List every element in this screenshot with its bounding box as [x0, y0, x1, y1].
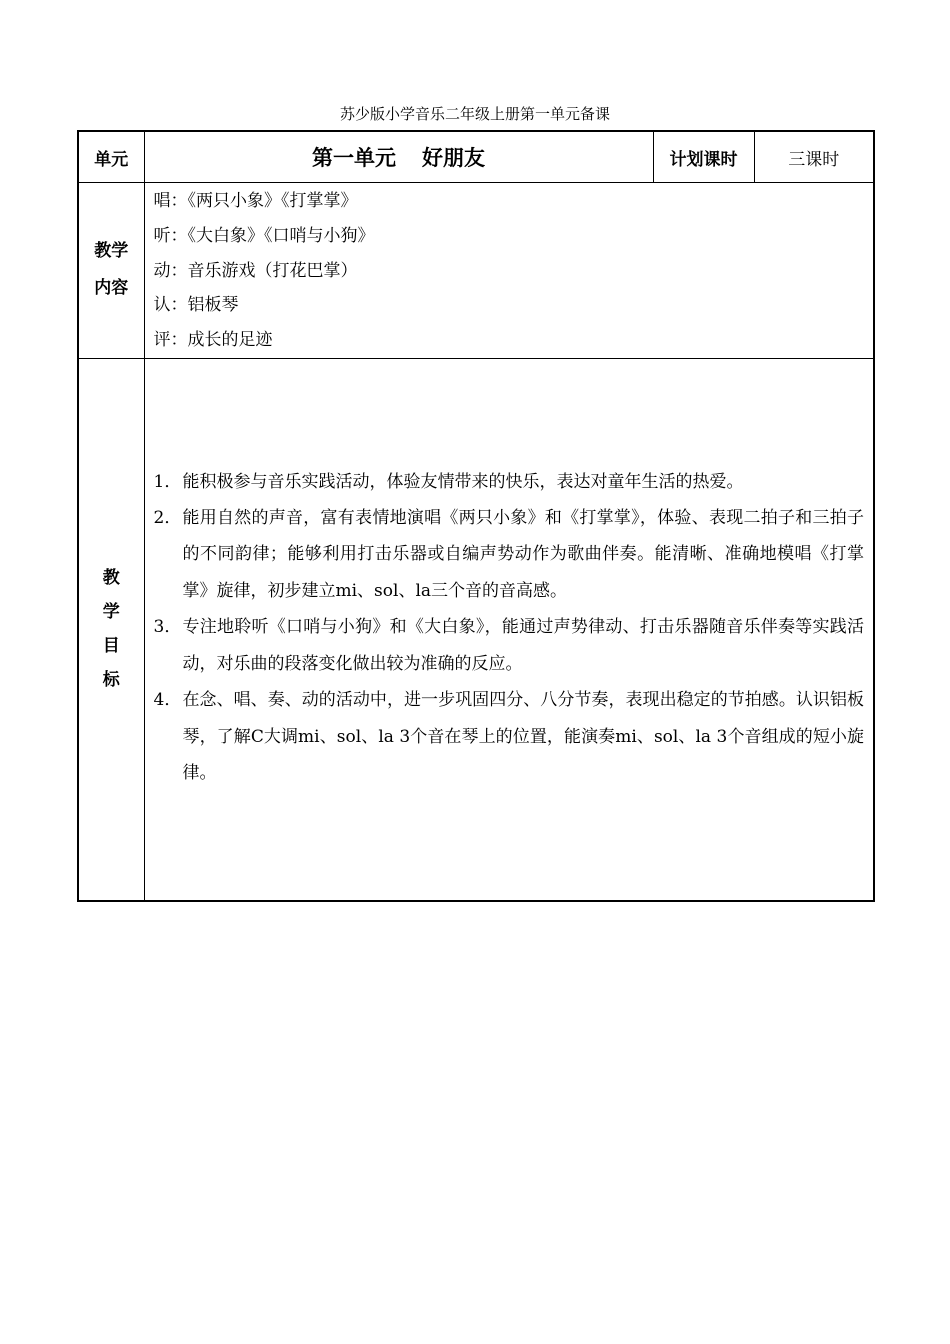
teaching-goals-row: [78, 358, 874, 901]
unit-title-sub: 好朋友: [422, 146, 485, 170]
content-item-recognize: 认：铝板琴: [153, 295, 239, 316]
teaching-content-label-line: 教学: [94, 241, 129, 262]
teaching-goals-label: [78, 358, 144, 901]
planned-hours-value: 三课时: [754, 131, 874, 183]
lesson-plan-table: [77, 130, 875, 902]
content-item-sing: 唱：《两只小象》《打掌掌》: [153, 191, 358, 211]
content-item-evaluate: 评：成长的足迹: [153, 330, 273, 351]
planned-hours-label: 计划课时: [653, 131, 754, 183]
goal-text: 在念、唱、奏、动的活动中，进一步巩固四分、八分节奏，表现出稳定的节拍感。认识铝板琴，了解C大调mi、sol、la 3个音在琴上的位置，能演奏mi、sol、la 3个音组成的短小旋律。: [182, 690, 864, 783]
goal-text: 能用自然的声音，富有表情地演唱《两只小象》和《打掌掌》，体验、表现二拍子和三拍子的不同韵律；能够利用打击乐器或自编声势动作为歌曲伴奏。能清晰、准确地模唱《打掌掌》旋律，初步建立mi、sol、la三个音的音高感。: [182, 508, 864, 601]
goal-number: 2．: [153, 508, 182, 529]
content-item-listen: 听：《大白象》《口哨与小狗》: [153, 225, 375, 246]
unit-title-main: 第一单元: [312, 146, 396, 170]
teaching-content-label: [78, 183, 144, 359]
teaching-goals-label-char: 目: [102, 636, 120, 657]
goal-number: 1．: [153, 471, 182, 492]
document-header: 苏少版小学音乐二年级上册第一单元备课: [339, 105, 610, 123]
goal-text: 能积极参与音乐实践活动，体验友情带来的快乐，表达对童年生活的热爱。: [182, 471, 744, 492]
teaching-content-row: [78, 183, 874, 359]
goal-number: 3．: [153, 617, 182, 638]
goal-text: 专注地聆听《口哨与小狗》和《大白象》，能通过声势律动、打击乐器随音乐伴奏等实践活动，对乐曲的段落变化做出较为准确的反应。: [182, 617, 864, 674]
teaching-goals-label-char: 教: [102, 568, 120, 589]
teaching-content-cell: [144, 183, 874, 359]
teaching-content-label-line: 内容: [94, 278, 129, 299]
content-item-move: 动：音乐游戏（打花巴掌）: [153, 260, 358, 281]
goal-item: [154, 682, 865, 791]
unit-title: [144, 131, 653, 183]
goal-item: [154, 500, 865, 609]
teaching-goals-label-char: 学: [102, 602, 120, 623]
goal-item: [154, 609, 865, 682]
goal-number: 4．: [153, 690, 182, 711]
unit-row: [78, 131, 874, 183]
teaching-goals-label-char: 标: [102, 670, 120, 691]
teaching-goals-cell: [144, 358, 874, 901]
goal-item: [154, 464, 865, 500]
unit-label: 单元: [78, 131, 144, 183]
